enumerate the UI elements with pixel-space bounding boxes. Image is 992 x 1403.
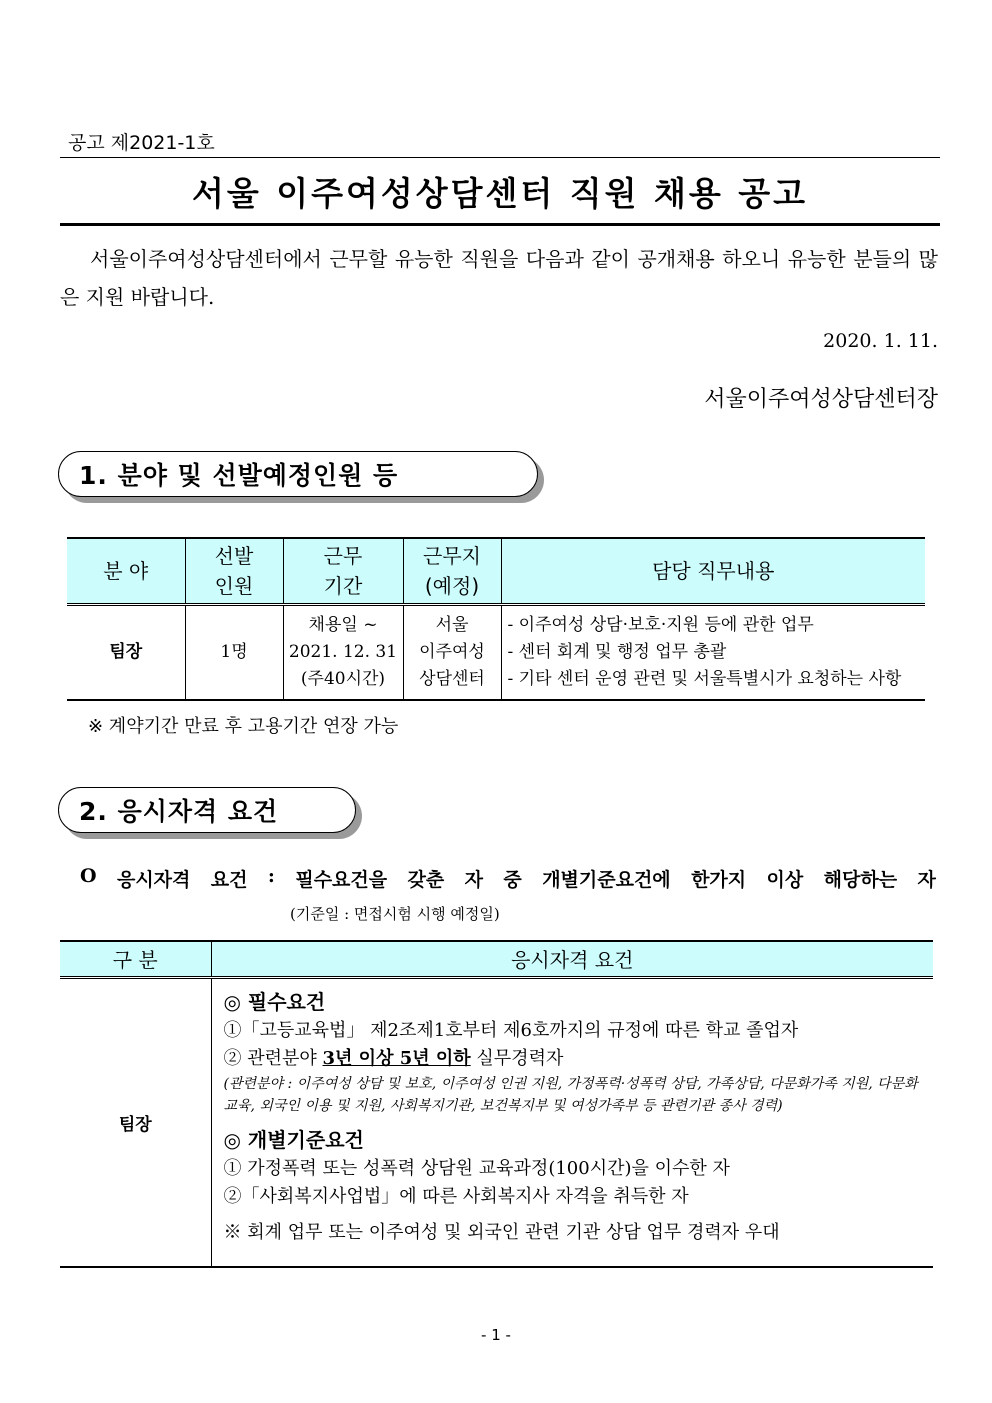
header-category: 구 분 [60, 941, 211, 977]
page-number: - 1 - [481, 1326, 511, 1344]
required-title: ◎ 필수요건 [223, 989, 326, 1014]
qualification-table [60, 940, 933, 1268]
notice-date: 2020. 1. 11. [823, 330, 938, 352]
requirements-cell [211, 977, 933, 1267]
section2-heading: 2. 응시자격 요건 [58, 787, 356, 833]
place-line: 이주여성 [419, 641, 485, 662]
section2-heading-box [58, 787, 356, 833]
period-line: (주40시간) [300, 668, 386, 689]
page-title: 서울 이주여성상담센터 직원 채용 공고 [191, 174, 808, 213]
header-place: 근무지 (예정) [403, 538, 501, 604]
required-item: ①「고등교육법」 제2조제1호부터 제6호까지의 규정에 따른 학교 졸업자 [223, 1019, 799, 1041]
duty-item: - 이주여성 상담·보호·지원 등에 관한 업무 [507, 614, 814, 635]
period-line: 채용일 ~ [308, 614, 378, 635]
required-item: ② 관련분야 3년 이상 5년 이하 실무경력자 [223, 1047, 564, 1069]
table-row [60, 977, 933, 1267]
individual-item: ① 가정폭력 또는 성폭력 상담원 교육과정(100시간)을 이수한 자 [223, 1157, 730, 1179]
duty-item: - 기타 센터 운영 관련 및 서울특별시가 요청하는 사항 [507, 668, 902, 689]
intro-paragraph: 서울이주여성상담센터에서 근무할 유능한 직원을 다음과 같이 공개채용 하오니 유능한 분들의 많은 지원 바랍니다. [60, 247, 938, 309]
individual-item: ②「사회복지사업법」에 따른 사회복지사 자격을 취득한 자 [223, 1185, 689, 1207]
row-count: 1명 [185, 604, 283, 700]
row-place [403, 604, 501, 700]
place-line: 상담센터 [419, 668, 485, 689]
preference-note: ※ 회계 업무 또는 이주여성 및 외국인 관련 기관 상담 업무 경력자 우대 [223, 1221, 780, 1243]
header-divider [60, 157, 940, 158]
individual-title: ◎ 개별기준요건 [223, 1127, 364, 1152]
duty-item: - 센터 회계 및 행정 업무 총괄 [507, 641, 727, 662]
signer: 서울이주여성상담센터장 [704, 387, 938, 412]
header-field: 분 야 [67, 538, 185, 604]
row-field: 팀장 [67, 604, 185, 700]
positions-header-row [67, 538, 925, 604]
section1-heading: 1. 분야 및 선발예정인원 등 [58, 451, 538, 497]
period-line: 2021. 12. 31 [288, 641, 398, 662]
section1-heading-box [58, 451, 538, 497]
table-row [67, 604, 925, 700]
contract-note: ※ 계약기간 만료 후 고용기간 연장 가능 [88, 716, 399, 737]
related-field-note: (관련분야 : 이주여성 상담 및 보호, 이주여성 인권 지원, 가정폭력·성폭력 상담, 가족상담, 다문화가족 지원, 다문화교육, 외국인 이용 및 지원, 사회복지기관, 보건복지부 및 여성가족부 등 관련기관 종사 경력) [223, 1075, 918, 1114]
requirement-summary: O 응시자격 요건 : 필수요건을 갖춘 자 중 개별기준요건에 한가지 이상 해당하는 자 [80, 865, 936, 891]
place-line: 서울 [435, 614, 469, 635]
header-count: 선발 인원 [185, 538, 283, 604]
positions-table [67, 537, 925, 701]
row-label: 팀장 [60, 977, 211, 1267]
row-duties [501, 604, 925, 700]
requirement-reference-date: (기준일 : 면접시험 시행 예정일) [290, 905, 500, 923]
qualification-header-row [60, 941, 933, 977]
row-period [283, 604, 403, 700]
header-period: 근무 기간 [283, 538, 403, 604]
notice-number: 공고 제2021-1호 [68, 132, 215, 154]
header-duty: 담당 직무내용 [501, 538, 925, 604]
header-requirements: 응시자격 요건 [211, 941, 933, 977]
title-divider [60, 223, 940, 226]
